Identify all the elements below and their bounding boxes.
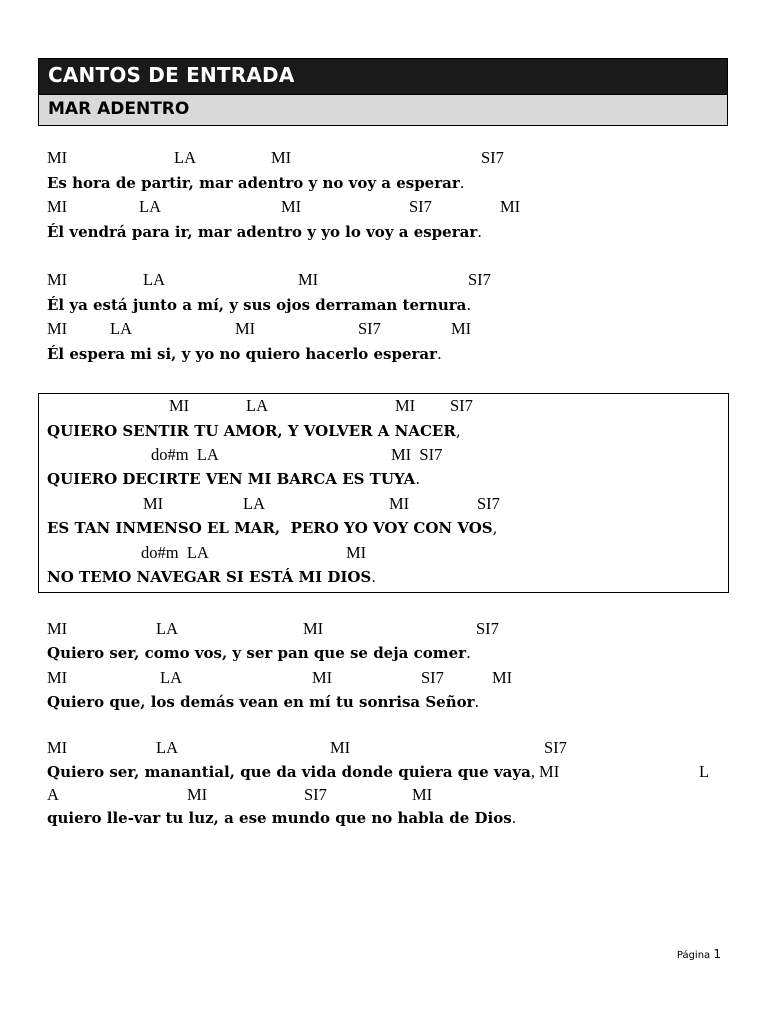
chord-line-5 — [0, 394, 768, 418]
lyric-text: Quiero ser, como vos, y ser pan que se deja comer. — [47, 644, 471, 662]
chord: MI — [47, 270, 68, 289]
chord: LA — [246, 396, 268, 415]
lyric-text: Él espera mi si, y yo no quiero hacerlo esperar. — [47, 345, 442, 363]
chord: do#m LA — [141, 543, 209, 562]
chord: MI — [47, 668, 68, 687]
page-label-text: Página — [676, 950, 711, 961]
chord: MI — [412, 785, 433, 804]
chord-line-2 — [0, 195, 768, 219]
chord: SI7 — [544, 738, 567, 757]
section-title-bar — [38, 58, 728, 95]
chord: MI — [492, 668, 513, 687]
lyric-text: ES TAN INMENSO EL MAR, PERO YO VOY CON VOS, — [47, 519, 498, 537]
chord: MI — [47, 148, 68, 167]
chord: A — [47, 785, 59, 804]
chord: MI — [47, 197, 68, 216]
song-title-bar — [38, 95, 728, 126]
chord: LA — [156, 738, 178, 757]
chord: MI — [281, 197, 302, 216]
lyric-line-2 — [0, 220, 768, 244]
chord-line-4 — [0, 317, 768, 341]
chord: SI7 — [421, 668, 444, 687]
chord: MI — [451, 319, 472, 338]
chord: SI7 — [450, 396, 473, 415]
lyric-line-12 — [0, 806, 768, 830]
lyric-line-4 — [0, 342, 768, 366]
chord: MI SI7 — [391, 445, 443, 464]
lyric-line-10 — [0, 690, 768, 714]
chord-line-7 — [0, 492, 768, 516]
chord: L — [699, 762, 710, 781]
lyric-line-9 — [0, 641, 768, 665]
lyric-line-1 — [0, 171, 768, 195]
chord: MI — [187, 785, 208, 804]
lyric-line-5 — [0, 419, 768, 443]
chord: SI7 — [468, 270, 491, 289]
chord: SI7 — [409, 197, 432, 216]
lyric-line-6 — [0, 467, 768, 491]
chord: MI — [143, 494, 164, 513]
chord: LA — [156, 619, 178, 638]
chord: LA — [110, 319, 132, 338]
page-number: 1 — [713, 947, 721, 961]
chord: MI — [303, 619, 324, 638]
chord: MI — [395, 396, 416, 415]
section-title: CANTOS DE ENTRADA — [48, 63, 295, 87]
lyric-text: Quiero que, los demás vean en mí tu sonrisa Señor. — [47, 693, 480, 711]
chord: SI7 — [481, 148, 504, 167]
chord: MI — [47, 738, 68, 757]
chord-line-11 — [0, 736, 768, 760]
lyric-text: QUIERO SENTIR TU AMOR, Y VOLVER A NACER, — [47, 422, 461, 440]
lyric-line-11 — [0, 760, 768, 784]
chord-line-6 — [0, 443, 768, 467]
chord: LA — [243, 494, 265, 513]
chord: MI — [169, 396, 190, 415]
page-number-label — [677, 947, 721, 961]
lyric-line-3 — [0, 293, 768, 317]
chord: MI — [500, 197, 521, 216]
chord: SI7 — [477, 494, 500, 513]
chord-line-10 — [0, 666, 768, 690]
lyric-text: quiero lle-var tu luz, a ese mundo que no habla de Dios. — [47, 809, 517, 827]
chord-line-8 — [0, 541, 768, 565]
chord: SI7 — [358, 319, 381, 338]
chord: MI — [47, 319, 68, 338]
lyric-text: Quiero ser, manantial, que da vida donde quiera que vaya, MI — [47, 762, 560, 781]
chord-line-1 — [0, 146, 768, 170]
chord: MI — [389, 494, 410, 513]
chord: MI — [312, 668, 333, 687]
chord: MI — [235, 319, 256, 338]
lyric-text: Él ya está junto a mí, y sus ojos derraman ternura. — [47, 296, 472, 314]
chord: LA — [143, 270, 165, 289]
song-title: MAR ADENTRO — [48, 99, 190, 119]
chord: LA — [174, 148, 196, 167]
chord: SI7 — [476, 619, 499, 638]
lyric-line-7 — [0, 516, 768, 540]
chord-line-3 — [0, 268, 768, 292]
lyric-text: Es hora de partir, mar adentro y no voy a esperar. — [47, 174, 465, 192]
chord-line-12 — [0, 783, 768, 807]
chord: LA — [139, 197, 161, 216]
chord: LA — [160, 668, 182, 687]
chord: MI — [47, 619, 68, 638]
chord: MI — [346, 543, 367, 562]
lyric-text: Él vendrá para ir, mar adentro y yo lo voy a esperar. — [47, 223, 483, 241]
chord: MI — [330, 738, 351, 757]
chord: do#m LA — [151, 445, 219, 464]
lyric-text: QUIERO DECIRTE VEN MI BARCA ES TUYA. — [47, 470, 421, 488]
lyric-text: NO TEMO NAVEGAR SI ESTÁ MI DIOS. — [47, 568, 377, 586]
chord-line-9 — [0, 617, 768, 641]
chord: SI7 — [304, 785, 327, 804]
lyric-line-8 — [0, 565, 768, 589]
chord: MI — [298, 270, 319, 289]
chord: MI — [271, 148, 292, 167]
